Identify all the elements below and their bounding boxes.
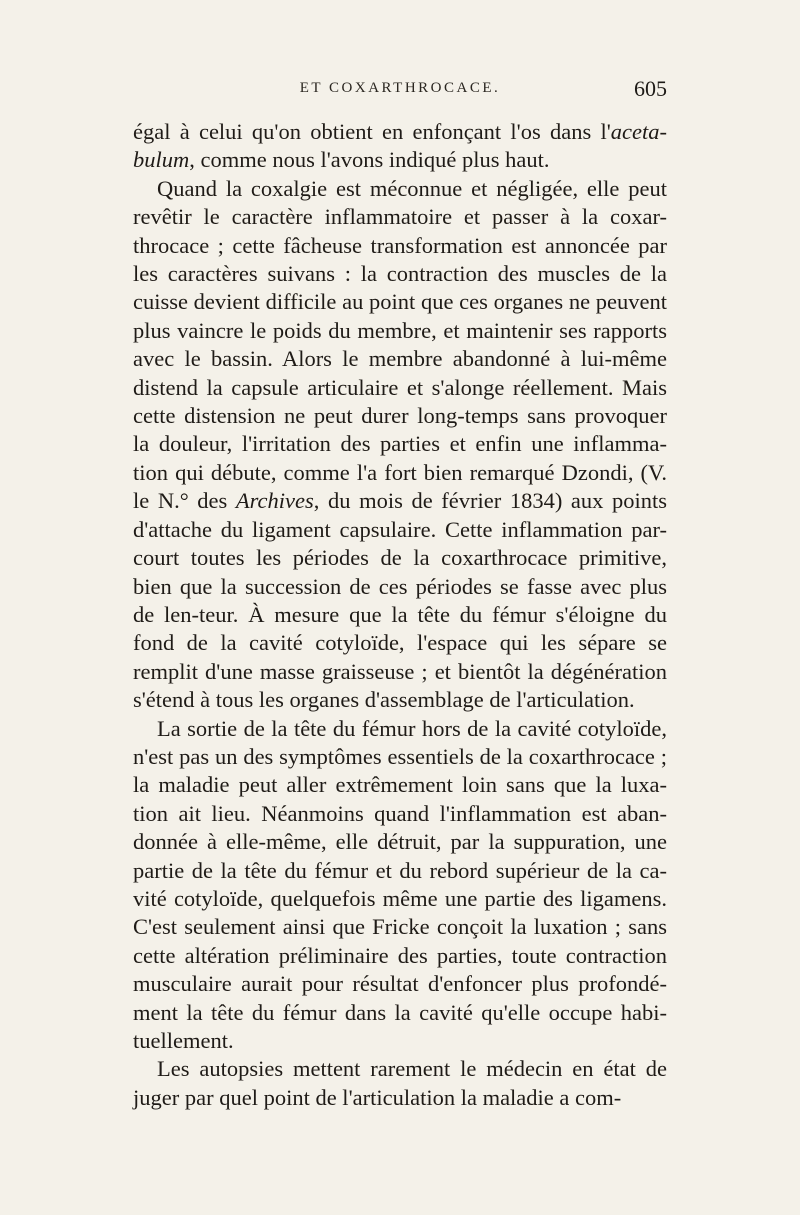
paragraph-2 [133, 175, 667, 715]
paragraph-1-text: égal à celui qu'on obtient en enfonçant l'os dans l' [133, 119, 611, 144]
body-text [133, 118, 667, 1112]
paragraph-4-text: Les autopsies mettent rarement le médecin en état de juger par quel point de l'articulation la maladie a com- [133, 1056, 667, 1110]
page-number: 605 [634, 76, 667, 101]
italic-term-acetabulum: aceta-bulum [133, 119, 667, 173]
paragraph-1-text-end: , comme nous l'avons indiqué plus haut. [189, 147, 550, 173]
italic-term-archives: Archives [235, 488, 314, 514]
paragraph-1 [133, 118, 667, 175]
running-title: ET COXARTHROCACE. [299, 80, 501, 96]
paragraph-2-text-end: , du mois de février 1834) aux points d'attache du ligament capsulaire. Cette inflammation par-court toutes les périodes de la coxarthrocace primitive, bien que la succession de ces périodes se fasse avec plus de len-teur. À mesure que la tête du fémur s'éloigne du fond de la cavité cotyloïde, l'espace qui les sépare se remplit d'une masse graisseuse ; et bientôt la dégénération s'étend à tous les organes d'assemblage de l'articulation. [133, 488, 667, 713]
paragraph-3-text: La sortie de la tête du fémur hors de la cavité cotyloïde, n'est pas un des symptômes essentiels de la coxarthrocace ; la maladie peut aller extrêmement loin sans que la luxa-tion ait lieu. Néanmoins quand l'inflammation est aban-donnée à elle-même, elle détruit, par la suppuration, une partie de la tête du fémur et du rebord supérieur de la ca-vité cotyloïde, quelquefois même une partie des ligamens. C'est seulement ainsi que Fricke conçoit la luxation ; sans cette altération préliminaire des parties, toute contraction musculaire aurait pour résultat d'enfoncer plus profondé-ment la tête du fémur dans la cavité qu'elle occupe habi-tuellement. [133, 715, 667, 1053]
running-head [133, 76, 667, 106]
paragraph-3 [133, 715, 667, 1056]
paragraph-2-text: Quand la coxalgie est méconnue et négligée, elle peut revêtir le caractère inflammatoire et passer à la coxar-throcace ; cette fâcheuse transformation est annoncée par les caractères suivans : la contraction des muscles de la cuisse devient difficile au point que ces organes ne peuvent plus vaincre le poids du membre, et maintenir ses rapports avec le bassin. Alors le membre abandonné à lui-même distend la capsule articulaire et s'alonge réellement. Mais cette distension ne peut durer long-temps sans provoquer la douleur, l'irritation des parties et enfin une inflamma-tion qui débute, comme l'a fort bien remarqué Dzondi, (V. le N.° des [133, 175, 667, 514]
paragraph-4 [133, 1055, 667, 1112]
